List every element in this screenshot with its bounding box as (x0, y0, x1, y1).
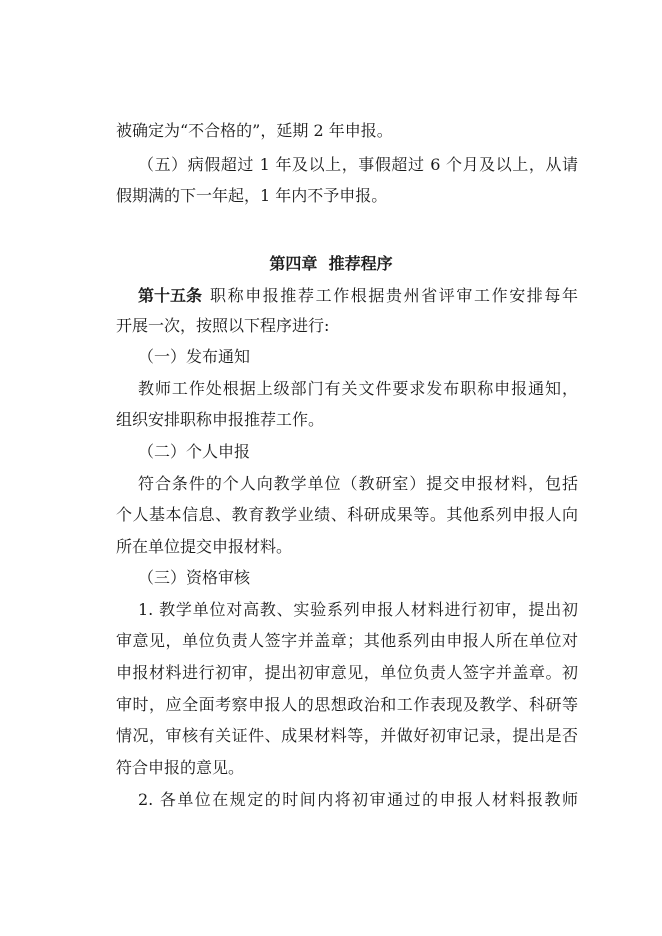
paragraph-line: 符合条件的个人向教学单位（教研室）提交申报材料，包括 (138, 474, 578, 493)
paragraph-line: 2. 各单位在规定的时间内将初审通过的申报人材料报教师 (138, 790, 578, 809)
paragraph-line: 个人基本信息、教育教学业绩、科研成果等。其他系列申报人向 (116, 505, 578, 524)
paragraph-line: 教师工作处根据上级部门有关文件要求发布职称申报通知， (138, 379, 578, 398)
paragraph-line: 审时，应全面考察申报人的思想政治和工作表现及教学、科研等 (116, 695, 578, 714)
paragraph-line: 开展一次，按照以下程序进行: (116, 316, 330, 335)
paragraph-line: 假期满的下一年起，1 年内不予申报。 (116, 186, 388, 205)
article-label: 第十五条 (138, 286, 203, 305)
paragraph-line: 1. 教学单位对高教、实验系列申报人材料进行初审，提出初 (138, 600, 578, 619)
paragraph-line: 所在单位提交申报材料。 (116, 537, 293, 556)
paragraph-line: 组织安排职称申报推荐工作。 (116, 410, 325, 429)
paragraph-line: 职称申报推荐工作根据贵州省评审工作安排每年 (210, 286, 578, 305)
paragraph-line: 符合申报的意见。 (116, 758, 245, 777)
paragraph-line: （五）病假超过 1 年及以上，事假超过 6 个月及以上，从请 (138, 155, 578, 174)
section-heading: （一）发布通知 (138, 347, 251, 366)
paragraph-line: 申报材料进行初审，提出初审意见，单位负责人签字并盖章。初 (116, 663, 578, 682)
article-first-line (138, 286, 578, 306)
chapter-title: 第四章 推荐程序 (269, 254, 393, 273)
paragraph-line: 审意见，单位负责人签字并盖章；其他系列由申报人所在单位对 (116, 631, 578, 650)
paragraph-line: 情况，审核有关证件、成果材料等，并做好初审记录，提出是否 (116, 726, 578, 745)
paragraph-line: 被确定为“不合格的”，延期 2 年申报。 (116, 121, 393, 140)
section-heading: （三）资格审核 (138, 568, 251, 587)
section-heading: （二）个人申报 (138, 442, 251, 461)
